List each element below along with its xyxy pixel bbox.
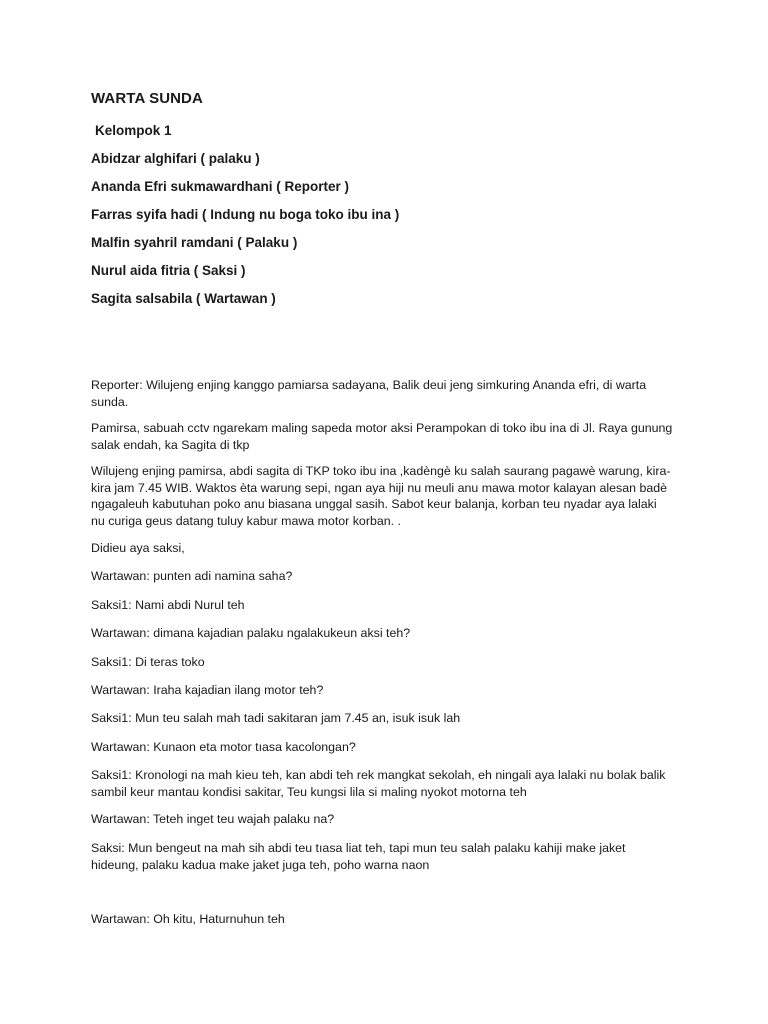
text-line: Didieu aya saksi, <box>91 541 185 555</box>
text-line: Wartawan: Oh kitu, Haturnuhun teh <box>91 912 285 926</box>
dialogue-line <box>91 739 681 756</box>
paragraph <box>91 540 681 557</box>
text-line: ngagaleuh kabutuhan poko anu biasana unggal sasih. Sabot keur balanja, korban teu nyadar aya lalaki <box>91 497 657 511</box>
text-line: Pamirsa, sabuah cctv ngarekam maling sapeda motor aksi Perampokan di toko ibu ina di Jl. Raya gunung <box>91 421 673 435</box>
text-line: Saksi1: Kronologi na mah kieu teh, kan abdi teh rek mangkat sekolah, eh ningali aya lalaki nu bolak balik <box>91 768 666 782</box>
member-line: Farras syifa hadi ( Indung nu boga toko ibu ina ) <box>91 207 400 222</box>
dialogue-line <box>91 568 681 585</box>
member-line: Malfin syahril ramdani ( Palaku ) <box>91 235 298 250</box>
document-title: WARTA SUNDA <box>91 90 203 107</box>
text-line: Saksi1: Nami abdi Nurul teh <box>91 598 245 612</box>
dialogue-line <box>91 811 681 828</box>
dialogue-line <box>91 840 681 873</box>
text-line: Saksi: Mun bengeut na mah sih abdi teu tıasa liat teh, tapi mun teu salah palaku kahiji make jaket <box>91 841 626 855</box>
text-line: hideung, palaku kadua make jaket juga teh, poho warna naon <box>91 857 430 872</box>
text-line: Saksi1: Di teras toko <box>91 655 205 669</box>
paragraph-pamirsa <box>91 420 681 453</box>
text-line: sunda. <box>91 394 129 409</box>
text-line: Wartawan: Iraha kajadian ilang motor teh? <box>91 683 324 697</box>
member-line: Ananda Efri sukmawardhani ( Reporter ) <box>91 179 350 194</box>
member-line: Nurul aida fitria ( Saksi ) <box>91 263 246 278</box>
paragraph-reporter-intro <box>91 377 681 410</box>
paragraph-report <box>91 463 681 529</box>
text-line: Wartawan: dimana kajadian palaku ngalakukeun aksi teh? <box>91 626 411 640</box>
text-line: Wartawan: punten adi namina saha? <box>91 569 293 583</box>
text-line: Reporter: Wilujeng enjing kanggo pamiarsa sadayana, Balik deui jeng simkuring Ananda efri, di warta <box>91 378 647 392</box>
group-name: Kelompok 1 <box>95 123 172 138</box>
dialogue-line <box>91 710 681 727</box>
text-line: sambil keur mantau kondisi sakitar, Teu kungsi lila si maling nyokot motorna teh <box>91 784 527 799</box>
member-line: Abidzar alghifari ( palaku ) <box>91 151 260 166</box>
dialogue-line <box>91 767 681 800</box>
dialogue-line <box>91 682 681 699</box>
text-line: Wartawan: Kunaon eta motor tıasa kacolongan? <box>91 740 356 754</box>
text-line: Saksi1: Mun teu salah mah tadi sakitaran jam 7.45 an, isuk isuk lah <box>91 711 461 725</box>
text-line: salak endah, ka Sagita di tkp <box>91 437 250 452</box>
dialogue-line <box>91 654 681 671</box>
text-line: Wartawan: Teteh inget teu wajah palaku na? <box>91 812 335 826</box>
dialogue-line <box>91 597 681 614</box>
dialogue-line <box>91 625 681 642</box>
member-line: Sagita salsabila ( Wartawan ) <box>91 291 276 306</box>
text-line: kira jam 7.45 WIB. Waktos èta warung sepi, ngan aya hiji nu meuli anu mawa motor kalayan alesan badè <box>91 480 668 495</box>
dialogue-line <box>91 911 681 928</box>
text-line: nu curiga geus datang tuluy kabur mawa motor korban. . <box>91 513 401 528</box>
text-line: Wilujeng enjing pamirsa, abdi sagita di TKP toko ibu ina ,kadèngè ku salah saurang pagawè warung, kira- <box>91 464 671 478</box>
